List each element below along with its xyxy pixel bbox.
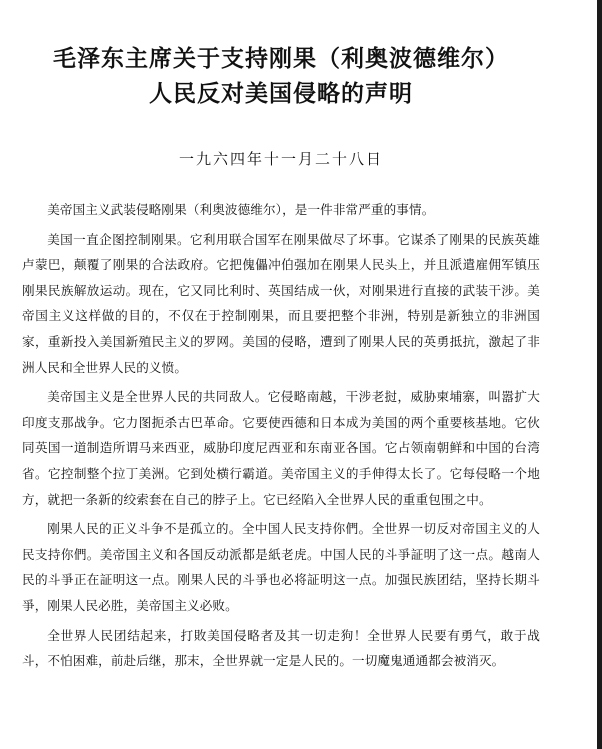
paragraph-4: 刚果人民的正义斗争不是孤立的。全中国人民支持你們。全世界一切反对帝国主义的人民支持你們。美帝国主义和各国反动派都是紙老虎。中国人民的斗爭証明了这一点。越南人民的斗爭正在証明这一点。刚果人民的斗爭也必将証明这一点。加强民族团结，坚持长期斗爭，刚果人民必胜，美帝国主义必败。 bbox=[22, 521, 540, 613]
paragraph-1: 美帝国主义武装侵略刚果（利奥波德维尔），是一件非常严重的事情。 bbox=[47, 202, 435, 217]
document-date: 一九六四年十一月二十八日 bbox=[178, 150, 383, 168]
title-line-1: 毛泽东主席关于支持刚果（利奥波德维尔） bbox=[53, 46, 509, 72]
paragraph-5: 全世界人民团结起来，打敗美国侵略者及其一切走狗！全世界人民要有勇气，敢于战斗，不怕困难，前赴后继，那末，全世界就一定是人民的。一切魔鬼通通都会被消灭。 bbox=[22, 627, 540, 669]
paragraph-3: 美帝国主义是全世界人民的共同敌人。它侵略南越，干涉老挝，威胁柬埔寨，叫嚣扩大印度支那战争。它力图扼杀古巴革命。它要使西德和日本成为美国的两个重要核基地。它伙同英国一道制造所谓马来西亚，威胁印度尼西亚和东南亚各国。它占领南朝鲜和中国的台湾省。它控制整个拉丁美洲。它到处横行霸道。美帝国主义的手伸得太长了。它每侵略一个地方，就把一条新的绞索套在自己的脖子上。它已经陷入全世界人民的重重包围之中。 bbox=[22, 389, 540, 507]
page-edge bbox=[597, 0, 602, 749]
title-line-2: 人民反对美国侵略的声明 bbox=[149, 81, 413, 107]
paragraph-2: 美国一直企图控制刚果。它利用联合国军在刚果做尽了坏事。它谋杀了刚果的民族英雄卢蒙巴，颠覆了刚果的合法政府。它把傀儡冲伯强加在刚果人民头上，并且派遣雇佣军镇压刚果民族解放运动。现在，它又同比利时、英国结成一伙，对刚果进行直接的武装干涉。美帝国主义这样做的目的，不仅在于控制刚果，而且要把整个非洲，特别是新独立的非洲国家，重新投入美国新殖民主义的罗网。美国的侵略，遭到了刚果人民的英勇抵抗，激起了非洲人民和全世界人民的义愤。 bbox=[22, 231, 540, 375]
document-title bbox=[22, 42, 540, 112]
document-body bbox=[22, 197, 540, 674]
